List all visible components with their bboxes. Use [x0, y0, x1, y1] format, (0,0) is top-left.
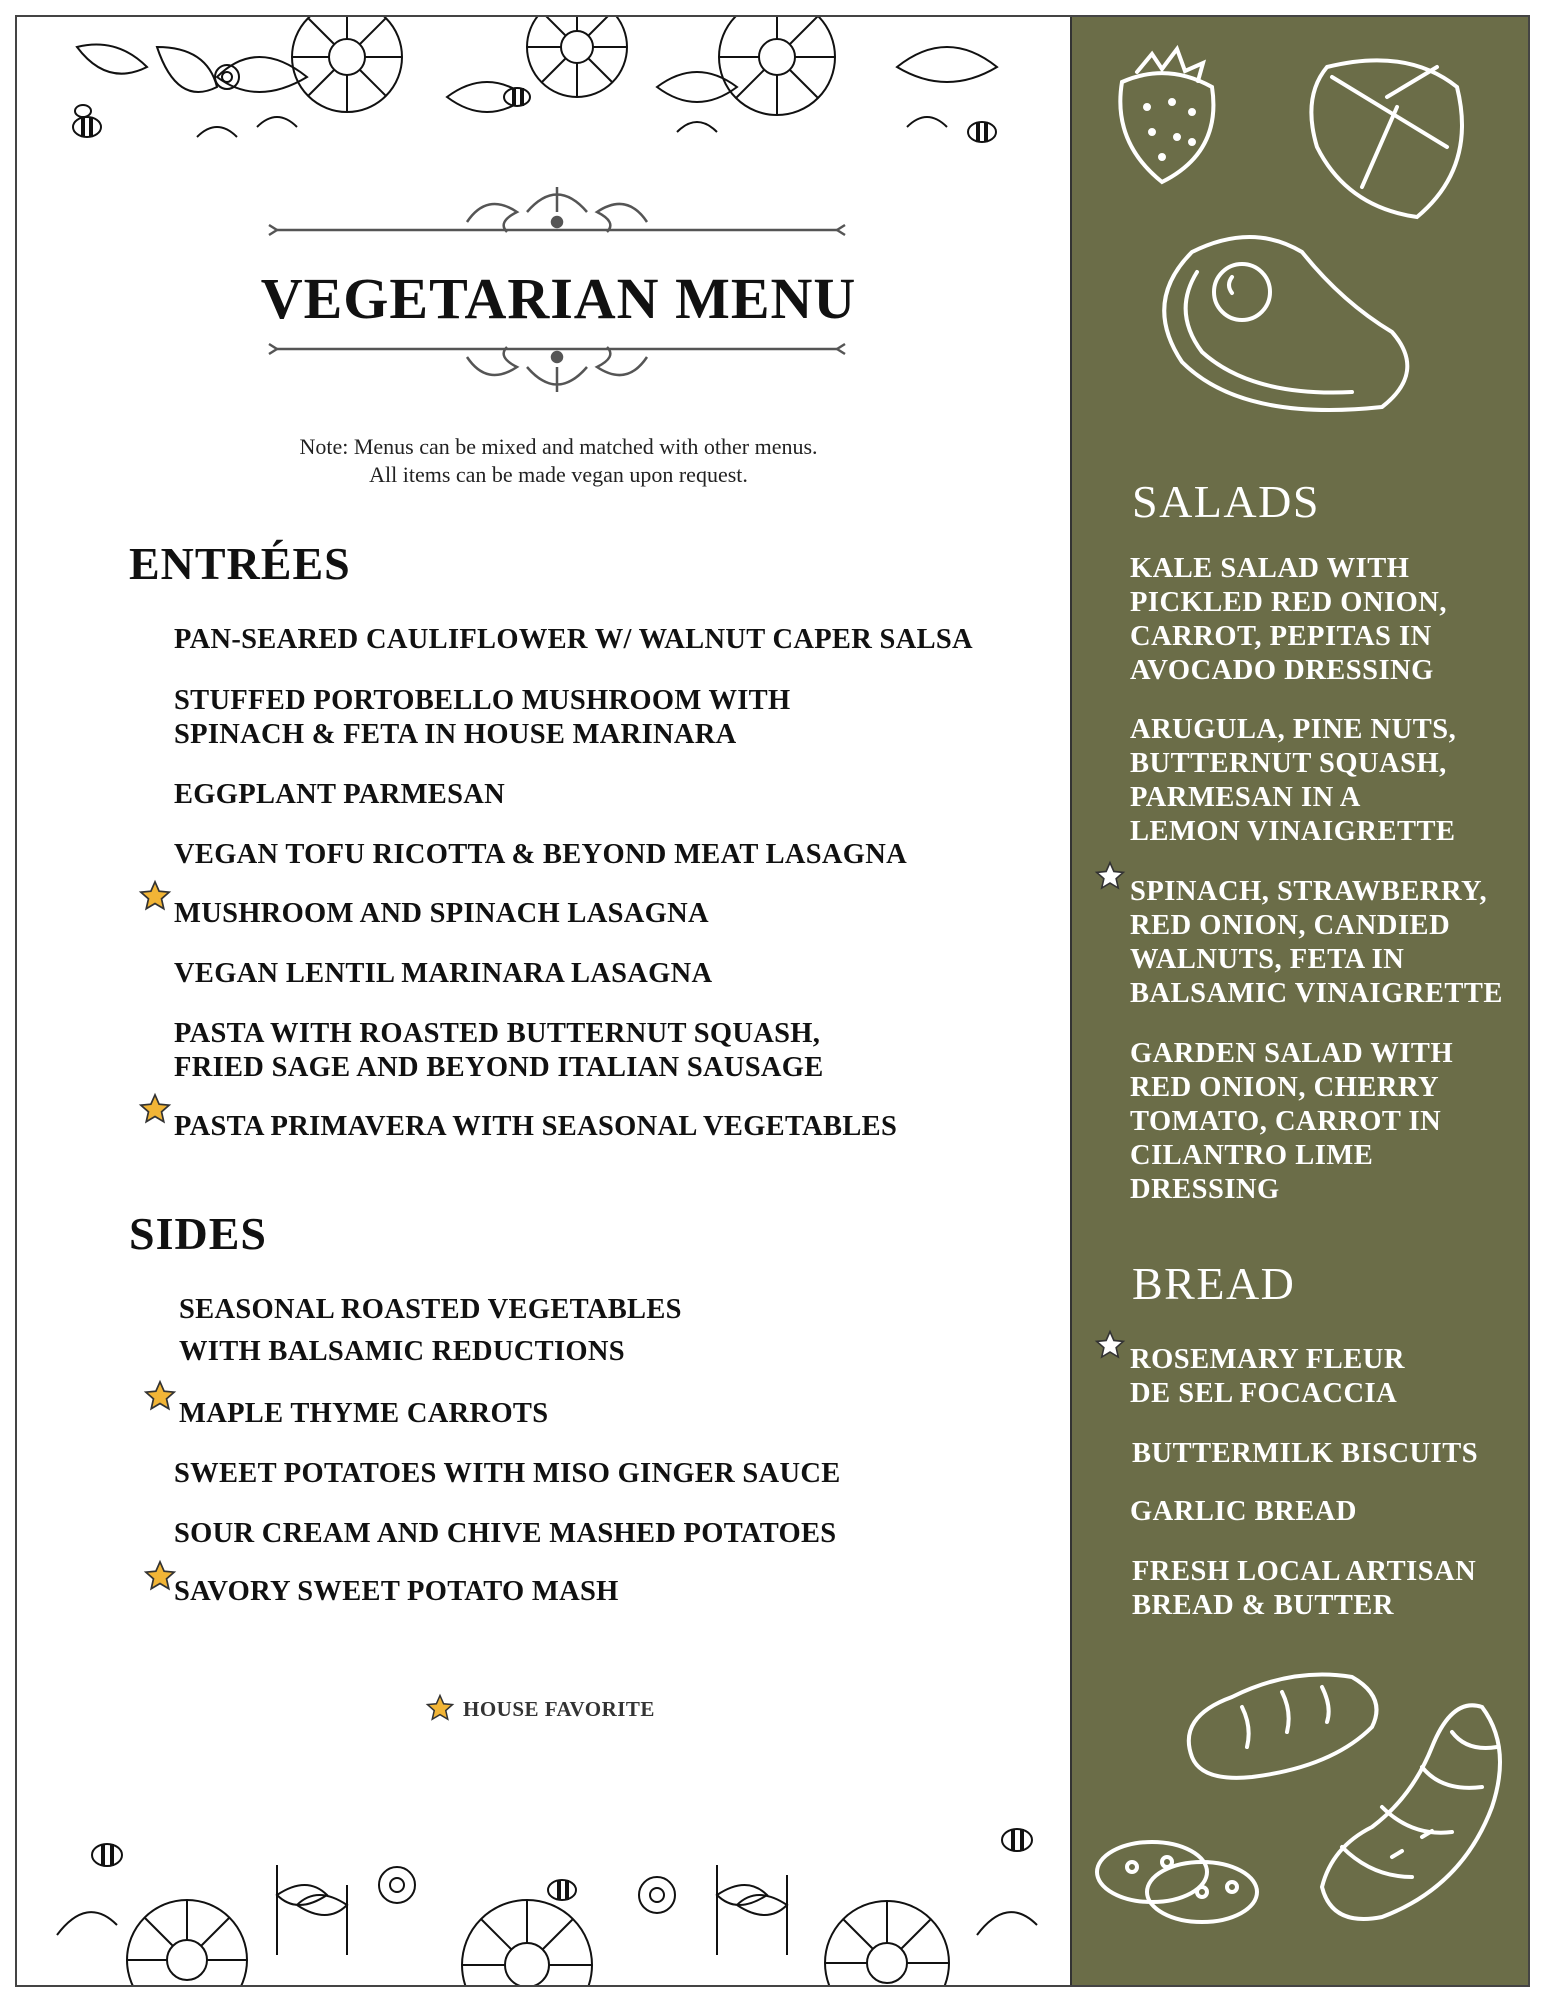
- bread-heading: BREAD: [1132, 1258, 1296, 1309]
- page-title: VEGETARIAN MENU: [260, 266, 857, 331]
- salad-item-line: DRESSING: [1130, 1174, 1280, 1205]
- side-item: MAPLE THYME CARROTS: [179, 1398, 549, 1429]
- croissant-icon: [1302, 1687, 1522, 1937]
- side-item: SOUR CREAM AND CHIVE MASHED POTATOES: [174, 1518, 837, 1549]
- bread-item: ROSEMARY FLEUR: [1130, 1344, 1405, 1375]
- salads-heading: SALADS: [1132, 476, 1320, 527]
- cookie-icon: [1092, 1832, 1272, 1932]
- bread-item: FRESH LOCAL ARTISAN: [1132, 1556, 1477, 1587]
- sides-heading: SIDES: [129, 1208, 267, 1259]
- strawberry-icon: [1102, 42, 1232, 192]
- house-favorite-star-icon: [138, 879, 172, 913]
- entrees-heading: ENTRÉES: [129, 538, 351, 589]
- salad-item-line: AVOCADO DRESSING: [1130, 655, 1434, 686]
- menu-note: [17, 433, 1100, 489]
- salad-item-line: LEMON VINAIGRETTE: [1130, 816, 1456, 847]
- entree-item: VEGAN LENTIL MARINARA LASAGNA: [174, 958, 713, 989]
- star-icon: [425, 1693, 455, 1723]
- salad-item-line: RED ONION, CHERRY: [1130, 1072, 1440, 1103]
- side-item: SEASONAL ROASTED VEGETABLES: [179, 1294, 682, 1325]
- bread-item-line: BREAD & BUTTER: [1132, 1590, 1394, 1621]
- avocado-icon: [1152, 232, 1422, 422]
- salad-item: ARUGULA, PINE NUTS,: [1130, 714, 1457, 745]
- house-favorite-star-icon: [143, 1559, 177, 1593]
- side-item: SWEET POTATOES WITH MISO GINGER SAUCE: [174, 1458, 841, 1489]
- entree-item: PAN-SEARED CAULIFLOWER W/ WALNUT CAPER SALSA: [174, 624, 973, 655]
- salad-item-line: BUTTERNUT SQUASH,: [1130, 748, 1447, 779]
- entree-item: PASTA PRIMAVERA WITH SEASONAL VEGETABLES: [174, 1111, 898, 1142]
- menu-page: [15, 15, 1530, 1987]
- entree-item: MUSHROOM AND SPINACH LASAGNA: [174, 898, 709, 929]
- note-line-2: All items can be made vegan upon request.: [369, 462, 748, 487]
- salad-item-line: WALNUTS, FETA IN: [1130, 944, 1405, 975]
- bee-icon: [73, 105, 101, 137]
- entree-item-line: SPINACH & FETA IN HOUSE MARINARA: [174, 719, 737, 750]
- right-column: [1070, 17, 1528, 1985]
- bread-item: GARLIC BREAD: [1130, 1496, 1357, 1527]
- salad-item: SPINACH, STRAWBERRY,: [1130, 876, 1488, 907]
- entree-item: EGGPLANT PARMESAN: [174, 779, 506, 810]
- salad-item: GARDEN SALAD WITH: [1130, 1038, 1454, 1069]
- side-item-line: WITH BALSAMIC REDUCTIONS: [179, 1336, 625, 1367]
- salad-item-line: CARROT, PEPITAS IN: [1130, 621, 1432, 652]
- floral-border-top-icon: [17, 17, 1070, 167]
- house-favorite-star-icon: [1094, 1329, 1126, 1361]
- entree-item: PASTA WITH ROASTED BUTTERNUT SQUASH,: [174, 1018, 821, 1049]
- salad-item-line: BALSAMIC VINAIGRETTE: [1130, 978, 1503, 1009]
- salad-item-line: PARMESAN IN A: [1130, 782, 1361, 813]
- house-favorite-star-icon: [143, 1379, 177, 1413]
- salad-item-line: RED ONION, CANDIED: [1130, 910, 1451, 941]
- entree-item: STUFFED PORTOBELLO MUSHROOM WITH: [174, 685, 791, 716]
- leaf-icon: [1287, 37, 1487, 237]
- note-line-1: Note: Menus can be mixed and matched with other menus.: [299, 434, 818, 459]
- entree-item: VEGAN TOFU RICOTTA & BEYOND MEAT LASAGNA: [174, 839, 908, 870]
- salad-item-line: TOMATO, CARROT IN: [1130, 1106, 1442, 1137]
- left-column: [17, 17, 1070, 1985]
- house-favorite-star-icon: [138, 1092, 172, 1126]
- house-favorite-star-icon: [1094, 860, 1126, 892]
- legend-label: HOUSE FAVORITE: [463, 1697, 655, 1721]
- salad-item-line: CILANTRO LIME: [1130, 1140, 1374, 1171]
- ornament-top-icon: [267, 182, 847, 252]
- bread-item: BUTTERMILK BISCUITS: [1132, 1438, 1479, 1469]
- floral-border-bottom-icon: [17, 1785, 1070, 1985]
- side-item: SAVORY SWEET POTATO MASH: [174, 1576, 619, 1607]
- entree-item-line: FRIED SAGE AND BEYOND ITALIAN SAUSAGE: [174, 1052, 824, 1083]
- salad-item-line: PICKLED RED ONION,: [1130, 587, 1447, 618]
- bread-item-line: DE SEL FOCACCIA: [1130, 1378, 1398, 1409]
- salad-item: KALE SALAD WITH: [1130, 553, 1410, 584]
- ornament-bottom-icon: [267, 327, 847, 397]
